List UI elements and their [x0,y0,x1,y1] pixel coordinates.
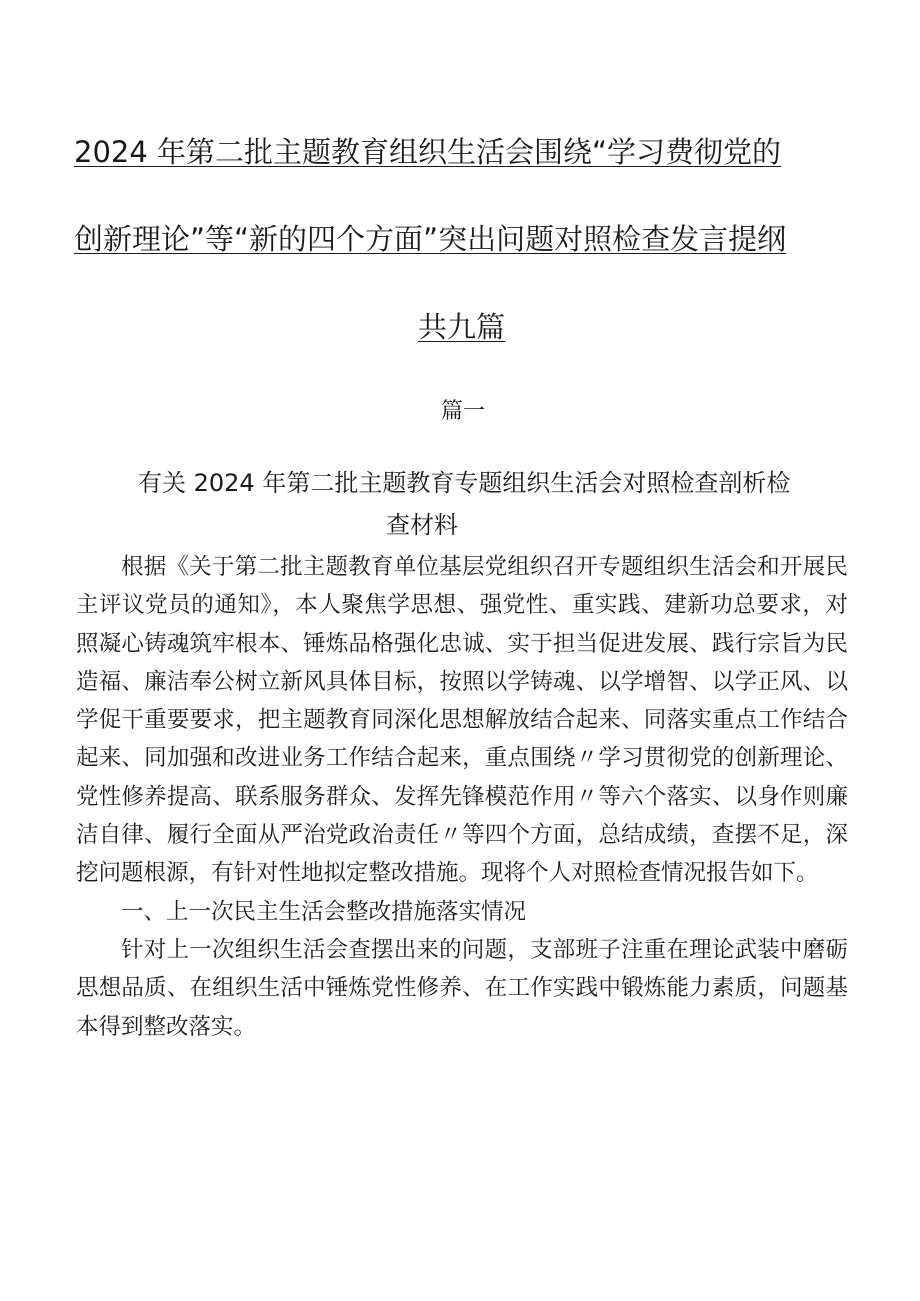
subtitle-line-1: 有关 2024 年第二批主题教育专题组织生活会对照检查剖析检 [138,469,791,497]
chapter-label [0,394,920,425]
main-title-line-2: 创新理论”等“新的四个方面”突出问题对照检查发言提纲 [74,222,787,256]
main-title-line-1: 2024 年第二批主题教育组织生活会围绕“学习费彻党的 [74,135,782,169]
document-body [76,548,848,1046]
section-heading: 一、上一次民主生活会整改措施落实情况 [121,898,527,925]
body-paragraph: 根据《关于第二批主题教育单位基层党组织召开专题组织生活会和开展民主评议党员的通知》，本人聚焦学思想、强党性、重实践、建新功总要求，对照凝心铸魂筑牢根本、锤炼品格强化忠诚、实于担当促进发展、践行宗旨为民造福、廉洁奉公树立新风具体目标，按照以学铸魂、以学增智、以学正风、以学促干重要要求，把主题教育同深化思想解放结合起来、同落实重点工作结合起来、同加强和改进业务工作结合起来，重点围绕〃学习贯彻党的创新理论、党性修养提高、联系服务群众、发挥先锋模范作用〃等六个落实、以身作则廉洁自律、履行全面从严治党政治责任〃等四个方面，总结成绩，查摆不足，深挖问题根源，有针对性地拟定整改措施。现将个人对照检查情况报告如下。 [76,554,848,887]
main-title-line-3: 共九篇 [418,310,506,344]
subtitle-line-2: 查材料 [386,511,458,539]
chapter-label-text: 篇一 [440,399,485,424]
body-paragraph: 针对上一次组织生活会查摆出来的问题，支部班子注重在理论武装中磨砺思想品质、在组织生活中锤炼党性修养、在工作实践中锻炼能力素质，问题基本得到整改落实。 [76,936,848,1040]
